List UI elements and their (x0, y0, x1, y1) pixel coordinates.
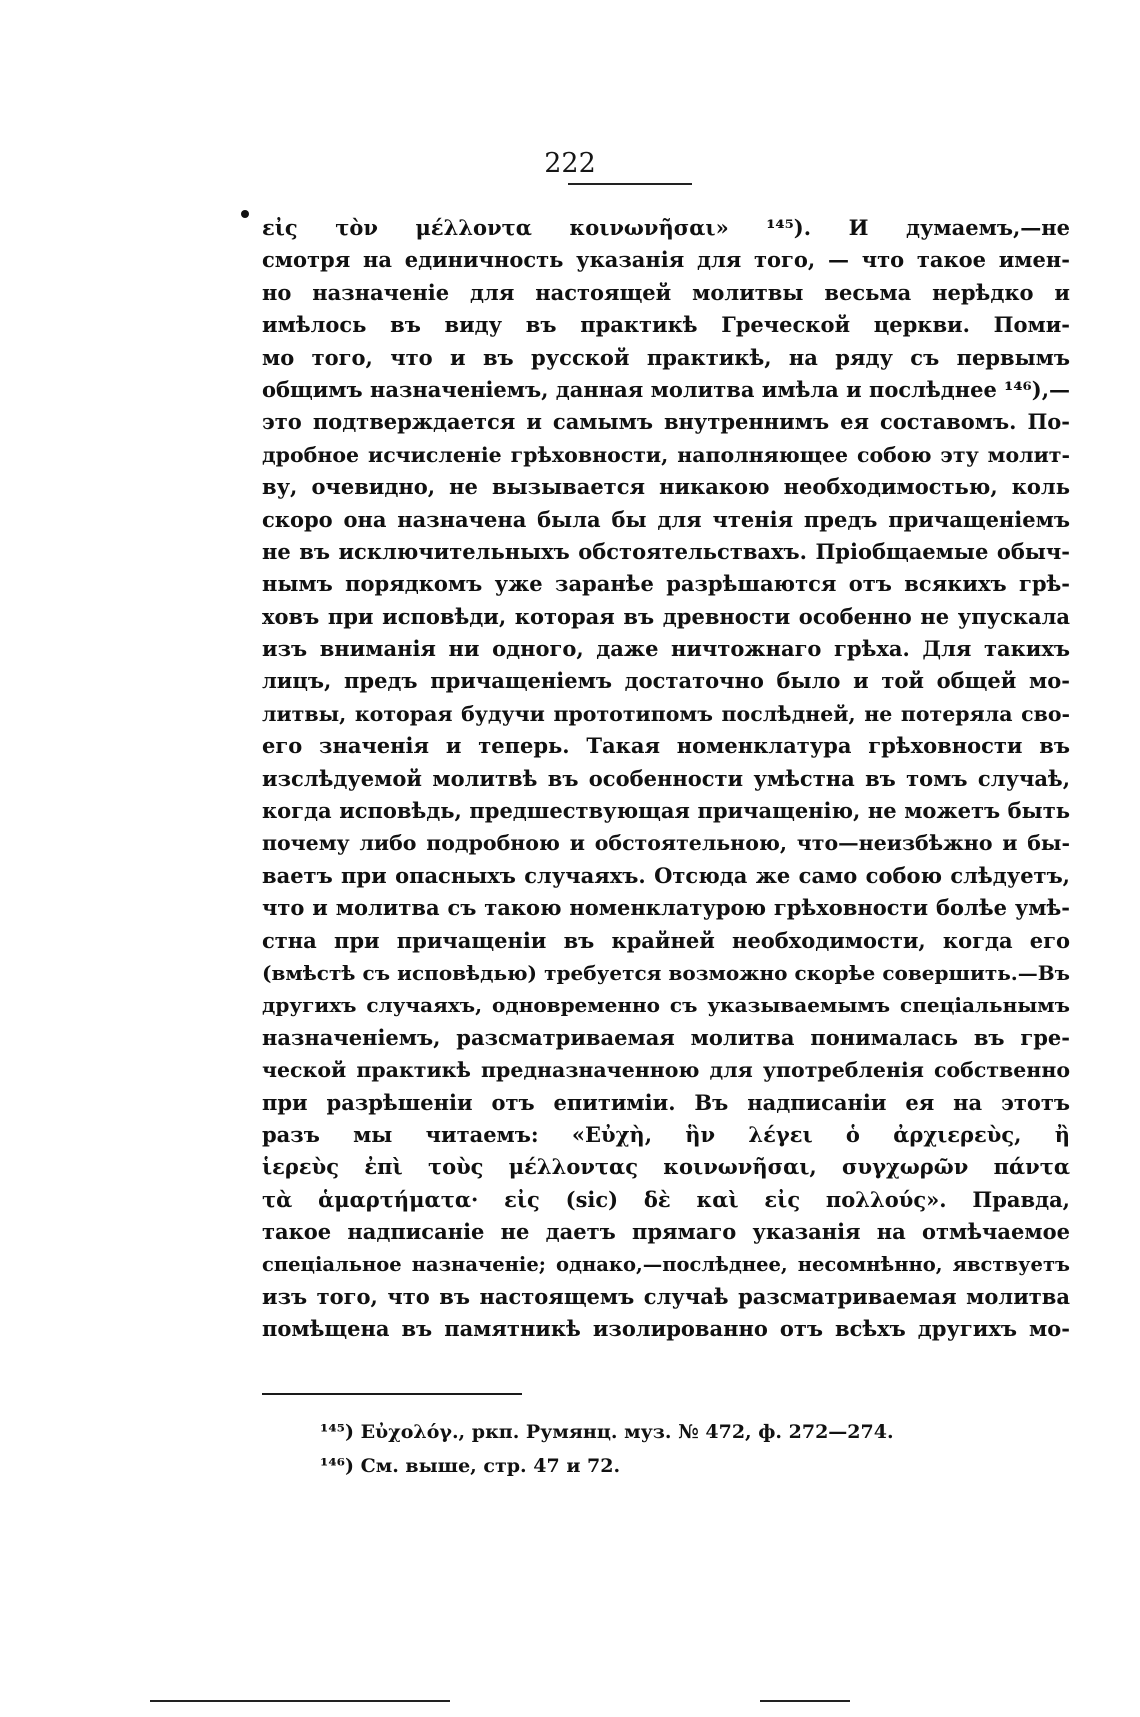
body-line: что и молитва съ такою номенклатурою грѣховности болѣе умѣ- (262, 895, 1070, 921)
margin-mark (241, 210, 249, 218)
body-line: при разрѣшеніи отъ епитиміи. Въ надписаніи ея на этотъ (262, 1089, 1070, 1115)
body-line: другихъ случаяхъ, одновременно съ указываемымъ спеціальнымъ (262, 993, 1070, 1018)
body-line: общимъ назначеніемъ, данная молитва имѣла и послѣднее ¹⁴⁶),— (262, 376, 1070, 402)
body-line: такое надписаніе не даетъ прямаго указанія на отмѣчаемое (262, 1219, 1070, 1245)
body-line: спеціальное назначеніе; однако,—послѣднее, несомнѣнно, явствуетъ (262, 1252, 1070, 1276)
body-line: τὰ ἁμαρτήματα· εἰς (sic) δὲ καὶ εἰς πολλούς». Правда, (262, 1186, 1070, 1212)
body-line: его значенія и теперь. Такая номенклатура грѣховности въ (262, 733, 1070, 759)
footnote-145: ¹⁴⁵) Εὐχολόγ., ркп. Румянц. муз. № 472, ф. 272—274. (320, 1421, 894, 1443)
body-line: ховъ при исповѣди, которая въ древности особенно не упускала (262, 603, 1070, 629)
page-number: 222 (544, 148, 596, 179)
body-line: когда исповѣдь, предшествующая причащенію, не можетъ быть (262, 798, 1070, 824)
body-line: εἰς τὸν μέλλοντα κοινωνῆσαι» ¹⁴⁵). И думаемъ,—не (262, 215, 1070, 240)
body-line: изслѣдуемой молитвѣ въ особенности умѣстна въ томъ случаѣ, (262, 765, 1070, 791)
footnotes (320, 1415, 1020, 1483)
footnote-separator (262, 1393, 522, 1395)
body-line: это подтверждается и самымъ внутреннимъ ея составомъ. По- (262, 409, 1070, 435)
page-number-rule (568, 183, 692, 185)
body-line: мо того, что и въ русской практикѣ, на ряду съ первымъ (262, 344, 1070, 370)
body-line: но назначеніе для настоящей молитвы весьма нерѣдко и (262, 279, 1070, 305)
body-line: изъ того, что въ настоящемъ случаѣ разсматриваемая молитва (262, 1283, 1070, 1309)
body-line: имѣлось въ виду въ практикѣ Греческой церкви. Поми- (262, 312, 1070, 338)
body-line: скоро она назначена была бы для чтенія предъ причащеніемъ (262, 506, 1070, 532)
body-line: стна при причащеніи въ крайней необходимости, когда его (262, 927, 1070, 953)
body-line: ву, очевидно, не вызывается никакою необходимостью, коль (262, 474, 1070, 500)
body-line: дробное исчисленіе грѣховности, наполняющее собою эту молит- (262, 442, 1070, 467)
body-line: назначеніемъ, разсматриваемая молитва понималась въ гре- (262, 1024, 1070, 1050)
body-line: помѣщена въ памятникѣ изолированно отъ всѣхъ другихъ мо- (262, 1316, 1070, 1342)
body-line: ваетъ при опасныхъ случаяхъ. Отсюда же само собою слѣдуетъ, (262, 862, 1070, 888)
body-line: почему либо подробною и обстоятельною, что—неизбѣжно и бы- (262, 831, 1070, 856)
body-line: ческой практикѣ предназначенною для употребленія собственно (262, 1058, 1070, 1083)
body-line: (вмѣстѣ съ исповѣдью) требуется возможно скорѣе совершить.—Въ (262, 960, 1070, 985)
body-text (262, 212, 1070, 1346)
body-line: литвы, которая будучи прототипомъ послѣдней, не потеряла сво- (262, 701, 1070, 726)
body-line: лицъ, предъ причащеніемъ достаточно было и той общей мо- (262, 668, 1070, 694)
body-line: изъ вниманія ни одного, даже ничтожнаго грѣха. Для такихъ (262, 636, 1070, 662)
body-line: нымъ порядкомъ уже заранѣе разрѣшаются отъ всякихъ грѣ- (262, 571, 1070, 597)
footnote-146: ¹⁴⁶) См. выше, стр. 47 и 72. (320, 1455, 621, 1477)
body-line: разъ мы читаемъ: «Εὐχὴ, ἣν λέγει ὁ ἀρχιερεὺς, ἢ (262, 1121, 1070, 1147)
body-line: ἱερεὺς ἐπὶ τοὺς μέλλοντας κοινωνῆσαι, συγχωρῶν πάντα (262, 1154, 1070, 1180)
body-line: смотря на единичность указанія для того, — что такое имен- (262, 247, 1070, 273)
bottom-edge-rule (760, 1700, 850, 1702)
bottom-edge-rule (150, 1700, 450, 1702)
body-line: не въ исключительныхъ обстоятельствахъ. Пріобщаемые обыч- (262, 538, 1070, 564)
